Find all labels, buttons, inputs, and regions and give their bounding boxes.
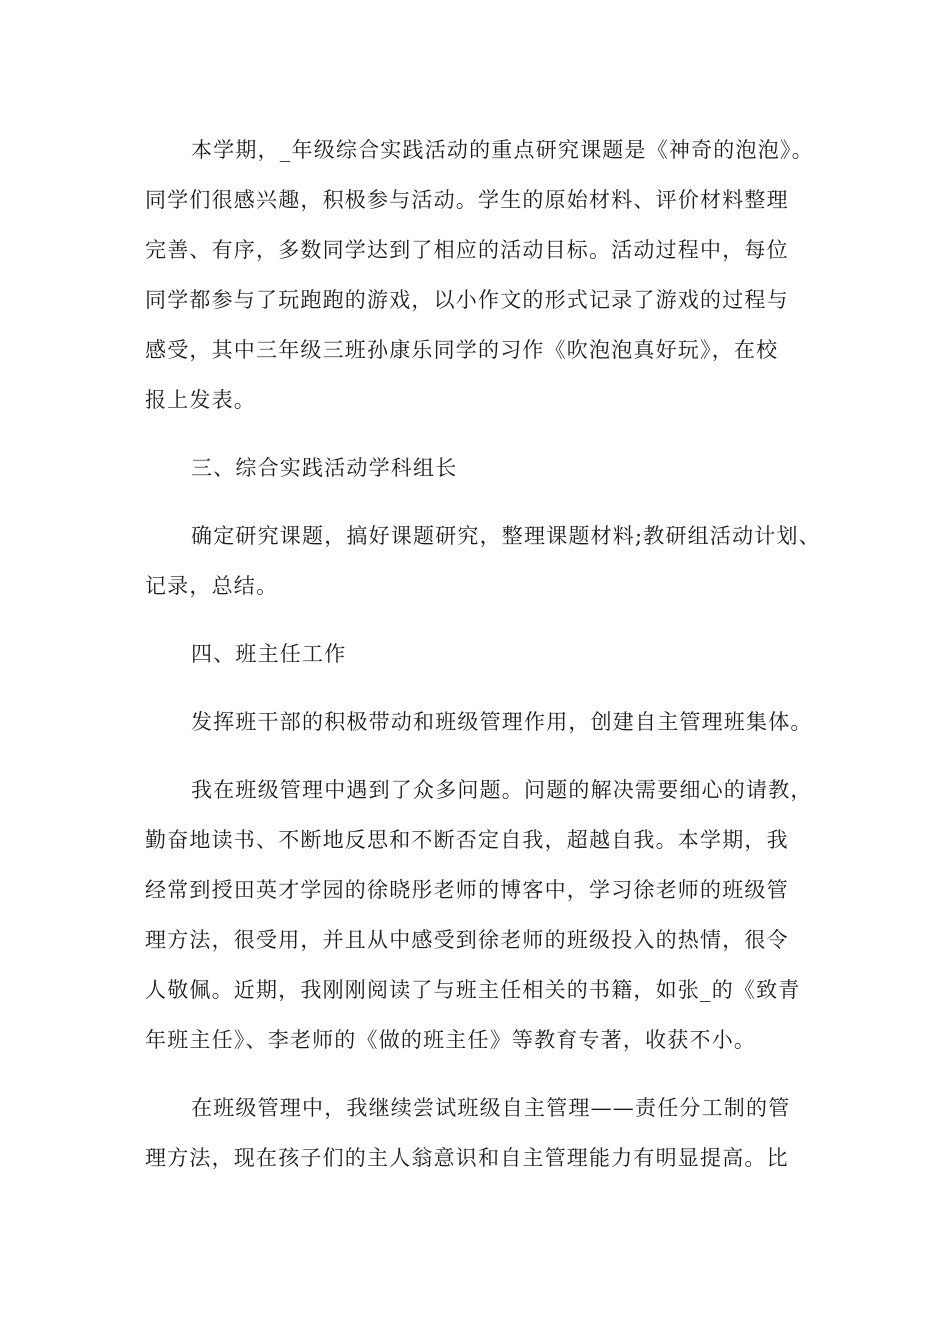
paragraph-4-line-4: 理方法，很受用，并且从中感受到徐老师的班级投入的热情，很令 xyxy=(145,928,789,952)
paragraph-5-line-2: 理方法，现在孩子们的主人翁意识和自主管理能力有明显提高。比 xyxy=(145,1146,789,1170)
paragraph-4-line-2: 勤奋地读书、不断地反思和不断否定自我，超越自我。本学期，我 xyxy=(145,828,789,852)
paragraph-1-line-4: 同学都参与了玩跑跑的游戏，以小作文的形式记录了游戏的过程与 xyxy=(145,288,789,312)
section-heading-3: 三、综合实践活动学科组长 xyxy=(191,456,458,480)
paragraph-1-line-3: 完善、有序，多数同学达到了相应的活动目标。活动过程中，每位 xyxy=(145,238,789,262)
paragraph-5-line-1: 在班级管理中，我继续尝试班级自主管理——责任分工制的管 xyxy=(191,1096,791,1120)
paragraph-1-line-5: 感受，其中三年级三班孙康乐同学的习作《吹泡泡真好玩》，在校 xyxy=(145,338,779,362)
paragraph-4-line-1: 我在班级管理中遇到了众多问题。问题的解决需要细心的请教， xyxy=(191,778,813,802)
paragraph-3-line-1: 发挥班干部的积极带动和班级管理作用，创建自主管理班集体。 xyxy=(191,710,813,734)
paragraph-2-line-2: 记录，总结。 xyxy=(145,574,279,598)
paragraph-1-line-1: 本学期，_年级综合实践活动的重点研究课题是《神奇的泡泡》。 xyxy=(191,138,814,162)
paragraph-4-line-3: 经常到授田英才学园的徐晓彤老师的博客中，学习徐老师的班级管 xyxy=(145,878,789,902)
paragraph-2-line-1: 确定研究课题，搞好课题研究，整理课题材料;教研组活动计划、 xyxy=(191,524,821,548)
paragraph-4-line-6: 年班主任》、李老师的《做的班主任》等教育专著，收获不小。 xyxy=(145,1028,757,1052)
paragraph-1-line-2: 同学们很感兴趣，积极参与活动。学生的原始材料、评价材料整理 xyxy=(145,188,789,212)
section-heading-4: 四、班主任工作 xyxy=(191,642,347,666)
paragraph-1-line-6: 报上发表。 xyxy=(145,388,256,412)
paragraph-4-line-5: 人敬佩。近期，我刚刚阅读了与班主任相关的书籍，如张_的《致青 xyxy=(145,978,801,1002)
